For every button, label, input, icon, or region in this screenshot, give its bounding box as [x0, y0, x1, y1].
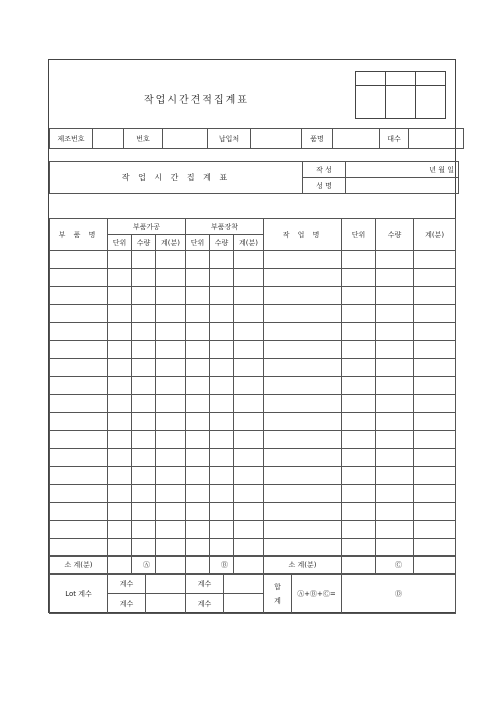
table-cell[interactable]: [50, 269, 108, 287]
field-count-2[interactable]: [224, 574, 264, 594]
table-cell[interactable]: [156, 287, 186, 305]
table-cell[interactable]: [108, 449, 132, 467]
table-cell[interactable]: [50, 503, 108, 521]
table-cell[interactable]: [414, 287, 456, 305]
table-cell[interactable]: [234, 521, 264, 539]
table-cell[interactable]: [414, 377, 456, 395]
table-cell[interactable]: [186, 431, 210, 449]
table-cell[interactable]: [414, 413, 456, 431]
sub-title: 작 업 시 간 집 계 표: [50, 162, 303, 194]
table-cell[interactable]: [210, 341, 234, 359]
table-cell[interactable]: [132, 305, 156, 323]
table-cell[interactable]: [132, 341, 156, 359]
table-cell[interactable]: [132, 359, 156, 377]
header-unit: 단위: [342, 219, 376, 251]
table-cell[interactable]: [186, 413, 210, 431]
table-cell[interactable]: [108, 539, 132, 557]
table-cell[interactable]: [156, 323, 186, 341]
header-mounting-qty: 수량: [210, 235, 234, 251]
table-cell[interactable]: [186, 395, 210, 413]
table-cell[interactable]: [342, 521, 376, 539]
table-cell[interactable]: [376, 485, 414, 503]
field-quantity-units[interactable]: [409, 129, 464, 149]
author-block: [49, 161, 459, 194]
field-date[interactable]: 년 월 일: [346, 162, 459, 178]
table-cell[interactable]: [342, 359, 376, 377]
work-time-estimate-form: [48, 59, 456, 613]
table-cell[interactable]: [342, 503, 376, 521]
table-cell[interactable]: [210, 467, 234, 485]
table-cell[interactable]: [210, 269, 234, 287]
table-cell[interactable]: [376, 359, 414, 377]
table-cell[interactable]: [156, 377, 186, 395]
table-cell[interactable]: [132, 521, 156, 539]
field-manufacture-no[interactable]: [93, 129, 124, 149]
table-cell[interactable]: [132, 431, 156, 449]
table-cell[interactable]: [132, 323, 156, 341]
label-count-3: 계수: [108, 594, 146, 614]
table-cell[interactable]: [132, 269, 156, 287]
table-cell[interactable]: [210, 305, 234, 323]
table-cell[interactable]: [342, 449, 376, 467]
table-cell[interactable]: [264, 413, 342, 431]
header-processing-unit: 단위: [108, 235, 132, 251]
table-cell[interactable]: [234, 341, 264, 359]
table-cell[interactable]: [186, 269, 210, 287]
table-cell[interactable]: [414, 539, 456, 557]
table-cell[interactable]: [108, 431, 132, 449]
table-cell[interactable]: [342, 395, 376, 413]
table-cell[interactable]: [414, 431, 456, 449]
table-cell[interactable]: [210, 449, 234, 467]
table-cell[interactable]: [414, 251, 456, 269]
formula: Ⓐ+Ⓑ+Ⓒ=: [292, 574, 342, 614]
table-row: [50, 431, 456, 449]
table-cell[interactable]: [414, 323, 456, 341]
table-cell[interactable]: [264, 377, 342, 395]
mark-b: Ⓑ: [186, 556, 264, 574]
table-row: [50, 341, 456, 359]
table-cell[interactable]: [132, 485, 156, 503]
approval-header-cell[interactable]: [416, 72, 446, 86]
table-cell[interactable]: [186, 503, 210, 521]
table-cell[interactable]: [156, 269, 186, 287]
table-cell[interactable]: [108, 341, 132, 359]
label-count-2: 계수: [186, 574, 224, 594]
table-cell[interactable]: [414, 449, 456, 467]
table-cell[interactable]: [414, 341, 456, 359]
approval-sign-cell[interactable]: [386, 86, 416, 119]
label-writer: 작 성: [303, 162, 346, 178]
table-cell[interactable]: [376, 431, 414, 449]
table-cell[interactable]: [264, 341, 342, 359]
table-cell[interactable]: [156, 431, 186, 449]
table-cell[interactable]: [108, 359, 132, 377]
table-cell[interactable]: [264, 449, 342, 467]
approval-sign-cell[interactable]: [356, 86, 386, 119]
table-cell[interactable]: [342, 341, 376, 359]
table-cell[interactable]: [210, 413, 234, 431]
table-cell[interactable]: [234, 413, 264, 431]
table-cell[interactable]: [342, 269, 376, 287]
table-cell[interactable]: [376, 521, 414, 539]
table-cell[interactable]: [264, 503, 342, 521]
header-total: 계(분): [414, 219, 456, 251]
label-number: 번호: [124, 129, 163, 149]
table-cell[interactable]: [342, 305, 376, 323]
table-cell[interactable]: [132, 413, 156, 431]
table-row: [50, 287, 456, 305]
table-cell[interactable]: [264, 287, 342, 305]
table-cell[interactable]: [156, 503, 186, 521]
table-cell[interactable]: [376, 287, 414, 305]
table-cell[interactable]: [108, 413, 132, 431]
table-row: [50, 503, 456, 521]
approval-box: [355, 71, 446, 119]
table-cell[interactable]: [186, 521, 210, 539]
table-cell[interactable]: [376, 413, 414, 431]
table-cell[interactable]: [156, 467, 186, 485]
table-cell[interactable]: [376, 305, 414, 323]
table-cell[interactable]: [108, 269, 132, 287]
table-cell[interactable]: [156, 251, 186, 269]
table-row: [50, 269, 456, 287]
table-cell[interactable]: [132, 377, 156, 395]
table-cell[interactable]: [50, 539, 108, 557]
table-cell[interactable]: [342, 431, 376, 449]
table-cell[interactable]: [376, 539, 414, 557]
summary-table: [49, 555, 456, 574]
document-title: 작업시간견적집계표: [144, 95, 249, 106]
table-cell[interactable]: [50, 377, 108, 395]
table-cell[interactable]: [210, 377, 234, 395]
table-row: [50, 251, 456, 269]
label-count-1: 계수: [108, 574, 146, 594]
table-cell[interactable]: [376, 503, 414, 521]
table-cell[interactable]: [264, 431, 342, 449]
table-cell[interactable]: [156, 485, 186, 503]
table-cell[interactable]: [186, 341, 210, 359]
table-cell[interactable]: [50, 251, 108, 269]
table-cell[interactable]: [156, 341, 186, 359]
mark-a: Ⓐ: [108, 556, 186, 574]
table-cell[interactable]: [234, 449, 264, 467]
approval-header-cell[interactable]: [386, 72, 416, 86]
field-number[interactable]: [163, 129, 208, 149]
table-cell[interactable]: [210, 359, 234, 377]
header-part-name: 부 품 명: [50, 219, 108, 251]
table-cell[interactable]: [264, 485, 342, 503]
table-cell[interactable]: [186, 251, 210, 269]
table-cell[interactable]: [210, 503, 234, 521]
table-cell[interactable]: [50, 521, 108, 539]
table-cell[interactable]: [210, 287, 234, 305]
approval-header-cell[interactable]: [356, 72, 386, 86]
field-count-1[interactable]: [146, 574, 186, 594]
table-cell[interactable]: [50, 359, 108, 377]
table-cell[interactable]: [210, 395, 234, 413]
table-cell[interactable]: [264, 359, 342, 377]
lot-table: [49, 573, 456, 614]
header-qty: 수량: [376, 219, 414, 251]
table-cell[interactable]: [50, 395, 108, 413]
label-lot-count: Lot 계수: [50, 574, 108, 614]
table-cell[interactable]: [132, 539, 156, 557]
header-processing: 부품가공: [108, 219, 186, 235]
table-cell[interactable]: [108, 395, 132, 413]
label-subtotal-a: 소 계(분): [50, 556, 108, 574]
table-cell[interactable]: [156, 395, 186, 413]
table-row: [50, 449, 456, 467]
approval-sign-cell[interactable]: [416, 86, 446, 119]
table-cell[interactable]: [234, 251, 264, 269]
header-mounting: 부품장착: [186, 219, 264, 235]
table-cell[interactable]: [210, 521, 234, 539]
main-table: [49, 218, 456, 575]
table-cell[interactable]: [234, 395, 264, 413]
table-cell[interactable]: [264, 305, 342, 323]
table-cell[interactable]: [264, 395, 342, 413]
table-cell[interactable]: [234, 431, 264, 449]
mark-c: Ⓒ: [342, 556, 456, 574]
header-mounting-total: 계(분): [234, 235, 264, 251]
table-row: [50, 467, 456, 485]
table-cell[interactable]: [50, 341, 108, 359]
table-cell[interactable]: [342, 287, 376, 305]
table-cell[interactable]: [342, 251, 376, 269]
table-cell[interactable]: [156, 413, 186, 431]
table-cell[interactable]: [108, 323, 132, 341]
table-cell[interactable]: [186, 359, 210, 377]
table-row: [50, 377, 456, 395]
table-cell[interactable]: [376, 395, 414, 413]
table-cell[interactable]: [414, 359, 456, 377]
table-row: [50, 305, 456, 323]
table-cell[interactable]: [50, 323, 108, 341]
table-cell[interactable]: [108, 305, 132, 323]
label-quantity-units: 대수: [380, 129, 409, 149]
table-cell[interactable]: [342, 467, 376, 485]
table-cell[interactable]: [210, 485, 234, 503]
table-cell[interactable]: [376, 269, 414, 287]
table-cell[interactable]: [234, 467, 264, 485]
header-processing-total: 계(분): [156, 235, 186, 251]
header-work-name: 작 업 명: [264, 219, 342, 251]
table-cell[interactable]: [156, 539, 186, 557]
field-name[interactable]: [346, 178, 459, 194]
table-cell[interactable]: [234, 485, 264, 503]
table-cell[interactable]: [234, 323, 264, 341]
table-cell[interactable]: [376, 341, 414, 359]
table-cell[interactable]: [156, 359, 186, 377]
table-cell[interactable]: [414, 521, 456, 539]
table-cell[interactable]: [234, 503, 264, 521]
label-name: 성 명: [303, 178, 346, 194]
table-cell[interactable]: [186, 449, 210, 467]
table-cell[interactable]: [210, 251, 234, 269]
table-cell[interactable]: [414, 467, 456, 485]
field-delivery[interactable]: [251, 129, 302, 149]
table-cell[interactable]: [108, 521, 132, 539]
table-row: [50, 413, 456, 431]
table-row: [50, 521, 456, 539]
table-cell[interactable]: [376, 467, 414, 485]
mark-d: Ⓓ: [342, 574, 456, 614]
table-cell[interactable]: [342, 413, 376, 431]
table-cell[interactable]: [50, 287, 108, 305]
table-cell[interactable]: [186, 305, 210, 323]
table-cell[interactable]: [132, 449, 156, 467]
table-row: [50, 395, 456, 413]
field-product-name[interactable]: [333, 129, 380, 149]
table-cell[interactable]: [342, 323, 376, 341]
table-cell[interactable]: [108, 485, 132, 503]
table-cell[interactable]: [132, 395, 156, 413]
table-cell[interactable]: [414, 269, 456, 287]
table-cell[interactable]: [234, 539, 264, 557]
table-cell[interactable]: [156, 449, 186, 467]
table-cell[interactable]: [132, 287, 156, 305]
table-cell[interactable]: [414, 305, 456, 323]
header-mounting-unit: 단위: [186, 235, 210, 251]
table-cell[interactable]: [210, 539, 234, 557]
field-count-4[interactable]: [224, 594, 264, 614]
table-cell[interactable]: [376, 377, 414, 395]
table-cell[interactable]: [156, 305, 186, 323]
table-cell[interactable]: [264, 323, 342, 341]
label-manufacture-no: 제조번호: [50, 129, 93, 149]
table-cell[interactable]: [210, 431, 234, 449]
table-cell[interactable]: [234, 269, 264, 287]
table-cell[interactable]: [376, 449, 414, 467]
table-row: [50, 485, 456, 503]
table-cell[interactable]: [264, 467, 342, 485]
table-row: [50, 359, 456, 377]
table-cell[interactable]: [50, 467, 108, 485]
label-count-4: 계수: [186, 594, 224, 614]
info-table: [49, 128, 464, 149]
table-cell[interactable]: [342, 377, 376, 395]
table-row: [50, 323, 456, 341]
label-subtotal-c: 소 계(분): [264, 556, 342, 574]
table-cell[interactable]: [186, 485, 210, 503]
table-cell[interactable]: [234, 377, 264, 395]
table-cell[interactable]: [50, 449, 108, 467]
table-cell[interactable]: [186, 467, 210, 485]
table-cell[interactable]: [234, 359, 264, 377]
table-cell[interactable]: [132, 503, 156, 521]
table-cell[interactable]: [108, 287, 132, 305]
table-cell[interactable]: [264, 251, 342, 269]
table-cell[interactable]: [186, 377, 210, 395]
table-cell[interactable]: [108, 503, 132, 521]
table-cell[interactable]: [264, 539, 342, 557]
table-cell[interactable]: [210, 323, 234, 341]
field-count-3[interactable]: [146, 594, 186, 614]
table-cell[interactable]: [342, 485, 376, 503]
label-product-name: 품명: [302, 129, 333, 149]
table-cell[interactable]: [108, 251, 132, 269]
table-cell[interactable]: [342, 539, 376, 557]
label-sum: 합 계: [264, 574, 292, 614]
table-row: [50, 539, 456, 557]
table-cell[interactable]: [264, 521, 342, 539]
table-cell[interactable]: [50, 305, 108, 323]
table-cell[interactable]: [108, 377, 132, 395]
table-cell[interactable]: [414, 395, 456, 413]
table-cell[interactable]: [234, 305, 264, 323]
table-cell[interactable]: [156, 521, 186, 539]
table-cell[interactable]: [414, 485, 456, 503]
table-cell[interactable]: [264, 269, 342, 287]
title-area: [49, 60, 455, 129]
table-cell[interactable]: [186, 539, 210, 557]
table-cell[interactable]: [376, 323, 414, 341]
header-processing-qty: 수량: [132, 235, 156, 251]
table-cell[interactable]: [414, 503, 456, 521]
table-cell[interactable]: [376, 251, 414, 269]
label-delivery: 납입처: [208, 129, 251, 149]
table-cell[interactable]: [108, 467, 132, 485]
table-cell[interactable]: [186, 287, 210, 305]
table-cell[interactable]: [50, 413, 108, 431]
table-cell[interactable]: [50, 485, 108, 503]
table-cell[interactable]: [50, 431, 108, 449]
table-cell[interactable]: [132, 467, 156, 485]
table-cell[interactable]: [234, 287, 264, 305]
table-cell[interactable]: [132, 251, 156, 269]
table-cell[interactable]: [186, 323, 210, 341]
